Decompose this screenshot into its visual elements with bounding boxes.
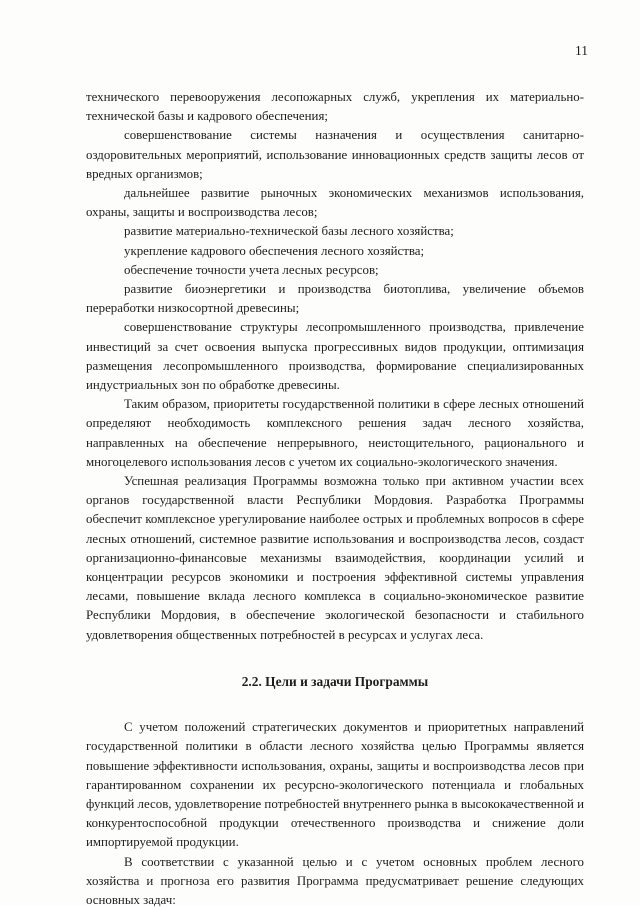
paragraph: укрепление кадрового обеспечения лесного хозяйства; <box>124 243 425 258</box>
paragraph: Таким образом, приоритеты государственной политики в сфере лесных отношений определяют необходимость комплексного решения задач лесного хозяйства, направленных на обеспечение непрерывного, неистощительного, рационального и многоцелевого использования лесов с учетом их социально-экологического значения. <box>86 397 584 469</box>
paragraph: развитие биоэнергетики и производства биотоплива, увеличение объемов переработки низкосортной древесины; <box>86 282 584 316</box>
paragraph: совершенствование системы назначения и осуществления санитарно-оздоровительных мероприятий, использование инновационных средств защиты лесов от вредных организмов; <box>86 128 584 181</box>
spacer <box>86 645 584 672</box>
paragraph: совершенствование структуры лесопромышленного производства, привлечение инвестиций за счет освоения выпуска прогрессивных видов продукции, оптимизация размещения лесопромышленного производства, формирование специализированных индустриальных зон по обработке древесины. <box>86 320 584 393</box>
section-heading: 2.2. Цели и задачи Программы <box>241 673 429 689</box>
paragraph: С учетом положений стратегических документов и приоритетных направлений государственной политики в области лесного хозяйства целью Программы является повышение эффективности использования, охраны, защиты и воспроизводства лесов при гарантированном сохранении их ресурсно-экологического потенциала и глобальных функций лесов, удовлетворение потребностей внутреннего рынка в высококачественной и конкурентоспособной продукции отечественного производства и снижение доли импортируемой продукции. <box>86 720 584 850</box>
paragraph: обеспечение точности учета лесных ресурсов; <box>124 262 379 277</box>
paragraph: развитие материально-технической базы лесного хозяйства; <box>124 224 454 239</box>
document-body <box>86 88 584 910</box>
paragraph: дальнейшее развитие рыночных экономических механизмов использования, охраны, защиты и воспроизводства лесов; <box>86 186 584 220</box>
spacer <box>86 691 584 718</box>
paragraph: В соответствии с указанной целью и с учетом основных проблем лесного хозяйства и прогноза его развития Программа предусматривает решение следующих основных задач: <box>86 854 584 907</box>
page-number: 11 <box>575 43 588 58</box>
paragraph: Успешная реализация Программы возможна только при активном участии всех органов государственной власти Республики Мордовия. Разработка Программы обеспечит комплексное урегулирование наиболее острых и проблемных вопросов в сфере лесных отношений, системное развитие использования и воспроизводства лесов, создаст организационно-финансовые механизмы взаимодействия, координации усилий и концентрации ресурсов экономики и построения эффективной системы управления лесами, повышение вклада лесного комплекса в социально-экономическое развитие Республики Мордовия, в обеспечение экологической безопасности и стабильного удовлетворения общественных потребностей в ресурсах и услугах леса. <box>86 474 584 642</box>
paragraph: технического перевооружения лесопожарных служб, укрепления их материально-технической базы и кадрового обеспечения; <box>86 90 584 124</box>
